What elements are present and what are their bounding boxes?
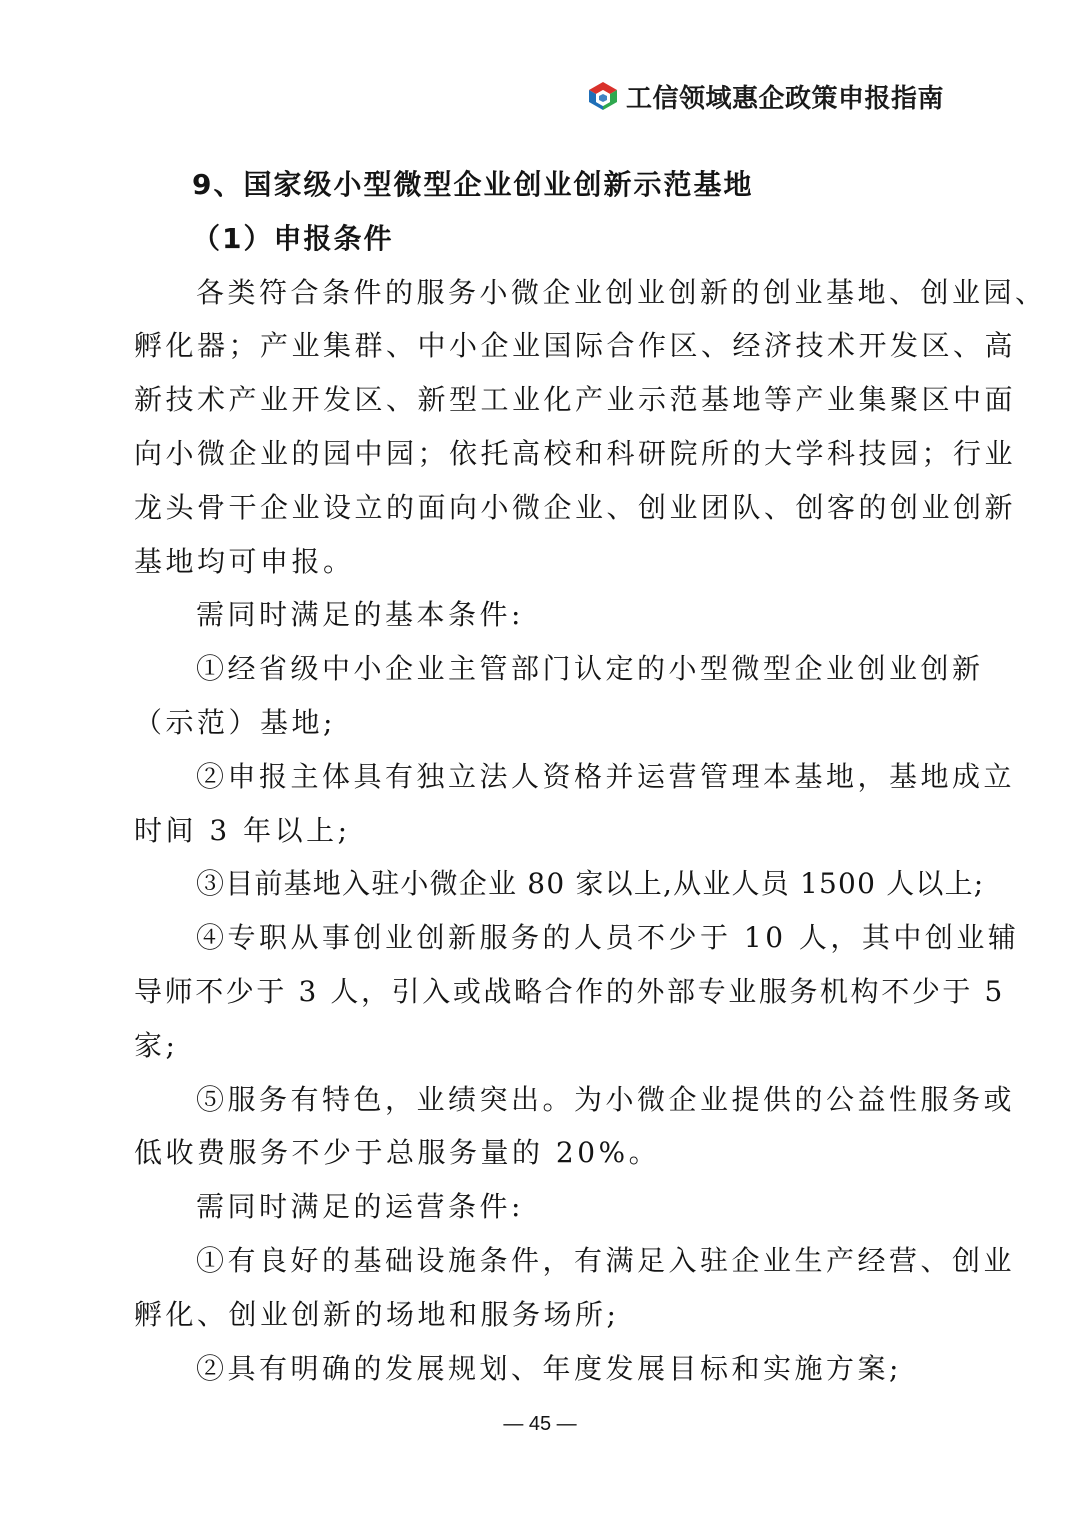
basic-condition-item bbox=[134, 857, 985, 911]
document-header bbox=[586, 76, 944, 116]
basic-condition-item bbox=[134, 642, 984, 750]
paragraph-line: ①有良好的基础设施条件，有满足入驻企业生产经营、创业 bbox=[196, 1243, 1016, 1277]
paragraph-line: ⑤服务有特色，业绩突出。为小微企业提供的公益性服务或 bbox=[196, 1082, 1016, 1116]
operation-condition-item bbox=[134, 1342, 946, 1396]
section-heading: 9、国家级小型微型企业创业创新示范基地 bbox=[192, 168, 754, 201]
operation-conditions-title: 需同时满足的运营条件: bbox=[196, 1190, 524, 1224]
doc-guide-logo-icon bbox=[586, 79, 620, 113]
basic-condition-item bbox=[134, 1073, 1016, 1181]
paragraph-line: 龙头骨干企业设立的面向小微企业、创业团队、创客的创业创新 bbox=[134, 490, 1017, 524]
paragraph-line: ③目前基地入驻小微企业 80 家以上,从业人员 1500 人以上; bbox=[196, 867, 985, 901]
header-title: 工信领域惠企政策申报指南 bbox=[625, 83, 944, 114]
operation-condition-item bbox=[134, 1234, 1016, 1342]
intro-paragraph bbox=[134, 266, 1047, 589]
paragraph-line: 孵化、创业创新的场地和服务场所; bbox=[134, 1297, 620, 1331]
paragraph-line: 基地均可申报。 bbox=[134, 544, 355, 578]
paragraph-line: 低收费服务不少于总服务量的 20%。 bbox=[134, 1136, 661, 1170]
basic-condition-item bbox=[134, 911, 1020, 1072]
page-number: — 45 — bbox=[503, 1413, 577, 1435]
paragraph-line: 孵化器；产业集群、中小企业国际合作区、经济技术开发区、高 bbox=[134, 329, 1017, 363]
section-subheading: （1）申报条件 bbox=[192, 221, 394, 255]
paragraph-line: （示范）基地; bbox=[134, 705, 336, 739]
paragraph-line: ①经省级中小企业主管部门认定的小型微型企业创业创新 bbox=[196, 652, 984, 686]
paragraph-line: 时间 3 年以上; bbox=[134, 813, 351, 847]
paragraph-line: ②申报主体具有独立法人资格并运营管理本基地，基地成立 bbox=[196, 759, 1016, 793]
paragraph-line: 新技术产业开发区、新型工业化产业示范基地等产业集聚区中面 bbox=[134, 383, 1017, 417]
paragraph-line: 家; bbox=[134, 1028, 179, 1062]
paragraph-line: 各类符合条件的服务小微企业创业创新的创业基地、创业园、 bbox=[196, 275, 1047, 309]
paragraph-line: ②具有明确的发展规划、年度发展目标和实施方案; bbox=[196, 1351, 902, 1385]
paragraph-line: 向小微企业的园中园；依托高校和科研院所的大学科技园；行业 bbox=[134, 436, 1017, 470]
document-body bbox=[134, 158, 1047, 1395]
paragraph-line: ④专职从事创业创新服务的人员不少于 10 人，其中创业辅 bbox=[196, 921, 1020, 955]
basic-conditions-title: 需同时满足的基本条件: bbox=[196, 598, 524, 632]
basic-condition-item bbox=[134, 750, 1016, 858]
paragraph-line: 导师不少于 3 人，引入或战略合作的外部专业服务机构不少于 5 bbox=[134, 974, 1005, 1008]
